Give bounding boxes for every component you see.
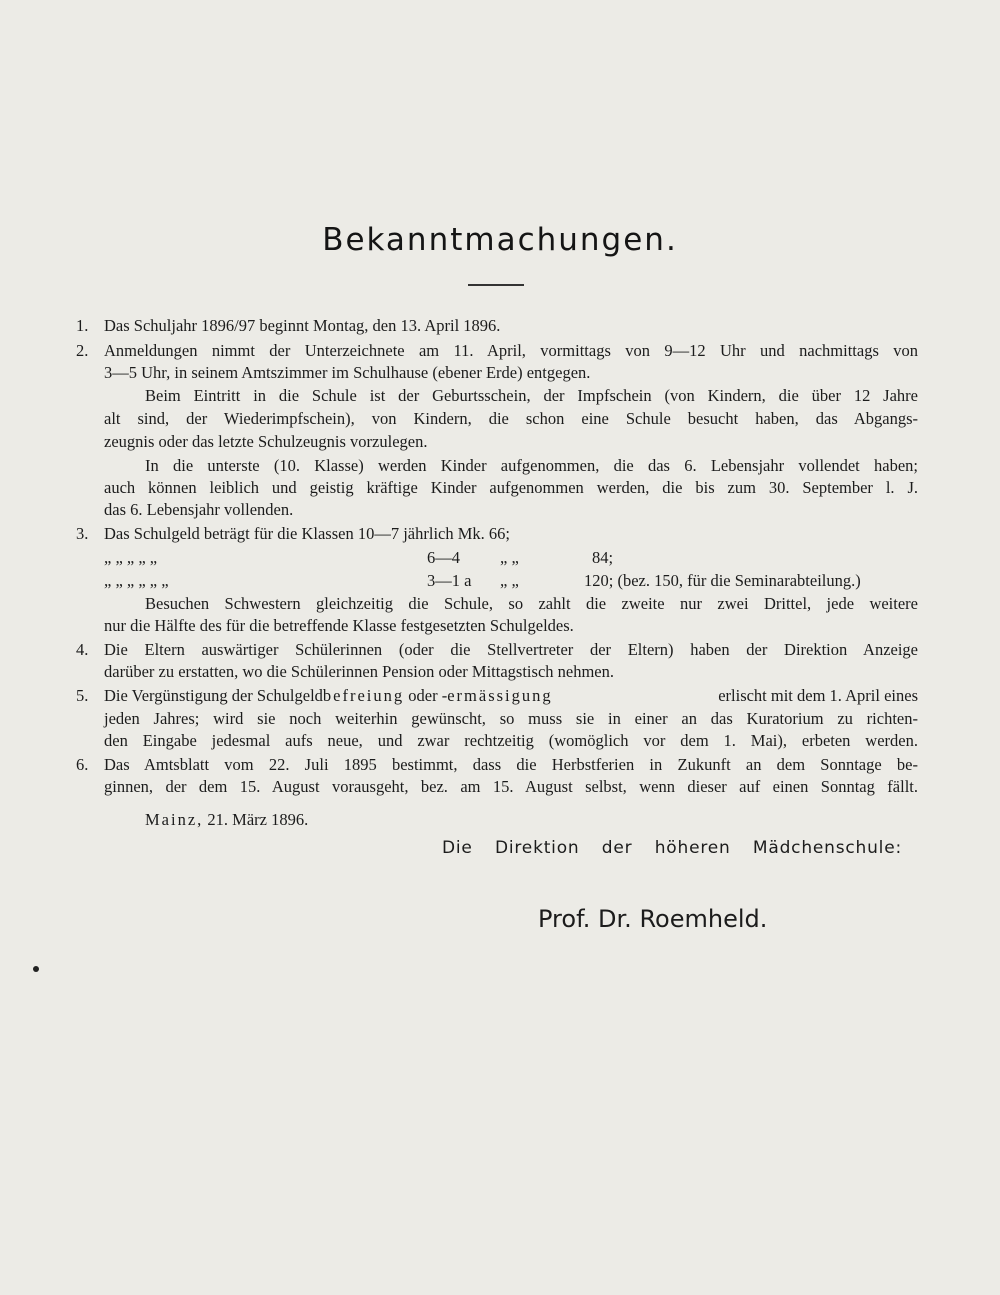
item-number: 6. <box>76 755 89 774</box>
fee-row-2-classes: 6—4 <box>427 548 460 567</box>
item-2-line-1: Anmeldungen nimmt der Unterzeichnete am 11. April, vormittags von 9—12 Uhr und nachmittags von <box>104 341 918 360</box>
fee-row-3-ditto-2: „ „ <box>500 571 519 590</box>
signature-line: Die Direktion der höheren Mädchenschule: <box>442 838 902 858</box>
fee-row-3-classes: 3—1 a <box>427 571 472 590</box>
item-2-para-2-line-1: Beim Eintritt in die Schule ist der Geburtsschein, der Impfschein (von Kindern, die über 12 Jahre <box>145 386 918 405</box>
place-city: Mainz, <box>145 810 204 829</box>
item-2-para-3-line-2: auch können leiblich und geistig kräftige Kinder aufgenommen werden, die bis zum 30. September l. J. <box>104 478 918 497</box>
ink-speck <box>33 966 39 972</box>
title-divider <box>468 284 524 286</box>
item-number: 3. <box>76 524 89 543</box>
item-6-line-1: Das Amtsblatt vom 22. Juli 1895 bestimmt, dass die Herbstferien in Zukunft an dem Sonntage be- <box>104 755 918 774</box>
item-5-emph-ermaessigung: ermässigung <box>447 686 553 705</box>
fee-row-3-amount: 120; (bez. 150, für die Seminarabteilung.) <box>584 571 861 590</box>
item-5-line-1 <box>104 686 918 706</box>
page-title: Bekanntmachungen. <box>322 222 678 258</box>
item-number: 2. <box>76 341 89 360</box>
place-date <box>145 810 308 830</box>
item-number: 4. <box>76 640 89 659</box>
item-5-emph-befreiung: befreiung <box>322 686 405 705</box>
item-3-para-2-line-1: Besuchen Schwestern gleichzeitig die Schule, so zahlt die zweite nur zwei Drittel, jede weitere <box>145 594 918 613</box>
date-text: 21. März 1896. <box>203 810 309 829</box>
item-4-line-1: Die Eltern auswärtiger Schülerinnen (oder die Stellvertreter der Eltern) haben der Direktion Anzeige <box>104 640 918 659</box>
item-2-para-3-line-1: In die unterste (10. Klasse) werden Kinder aufgenommen, die das 6. Lebensjahr vollendet haben; <box>145 456 918 475</box>
item-5-text-a: Die Vergünstigung der Schulgeld <box>104 686 323 705</box>
signature-name: Prof. Dr. Roemheld. <box>538 905 768 933</box>
item-5-text-c: oder - <box>404 686 448 705</box>
item-2-para-3-line-3: das 6. Lebensjahr vollenden. <box>104 500 294 519</box>
item-5-text-e: erlischt mit dem 1. April eines <box>718 686 918 705</box>
item-number: 1. <box>76 316 89 335</box>
item-2-para-2-line-3: zeugnis oder das letzte Schulzeugnis vorzulegen. <box>104 432 428 451</box>
item-2-line-2: 3—5 Uhr, in seinem Amtszimmer im Schulhause (ebener Erde) entgegen. <box>104 363 591 382</box>
item-5-line-2: jeden Jahres; wird sie noch weiterhin gewünscht, so muss sie in einer an das Kuratorium zu richten- <box>104 709 918 728</box>
item-1-line-1: Das Schuljahr 1896/97 beginnt Montag, den 13. April 1896. <box>104 316 501 335</box>
item-6-line-2: ginnen, der dem 15. August vorausgeht, bez. am 15. August selbst, wenn dieser auf einen Sonntag fällt. <box>104 777 918 796</box>
item-4-line-2: darüber zu erstatten, wo die Schülerinnen Pension oder Mittagstisch nehmen. <box>104 662 614 681</box>
item-5-line-3: den Eingabe jedesmal aufs neue, und zwar rechtzeitig (womöglich vor dem 1. Mai), erbeten werden. <box>104 731 918 750</box>
fee-row-2-amount: 84; <box>592 548 614 567</box>
item-2-para-2-line-2: alt sind, der Wiederimpfschein), von Kindern, die schon eine Schule besucht haben, das Abgangs- <box>104 409 918 428</box>
fee-row-2-ditto-2: „ „ <box>500 548 519 567</box>
fee-row-3-ditto: „ „ „ „ „ „ <box>104 571 169 590</box>
item-3-para-2-line-2: nur die Hälfte des für die betreffende Klasse festgesetzten Schulgeldes. <box>104 616 574 635</box>
item-number: 5. <box>76 686 89 705</box>
item-3-line-1: Das Schulgeld beträgt für die Klassen 10—7 jährlich Mk. 66; <box>104 524 510 543</box>
fee-row-2-ditto: „ „ „ „ „ <box>104 548 158 567</box>
